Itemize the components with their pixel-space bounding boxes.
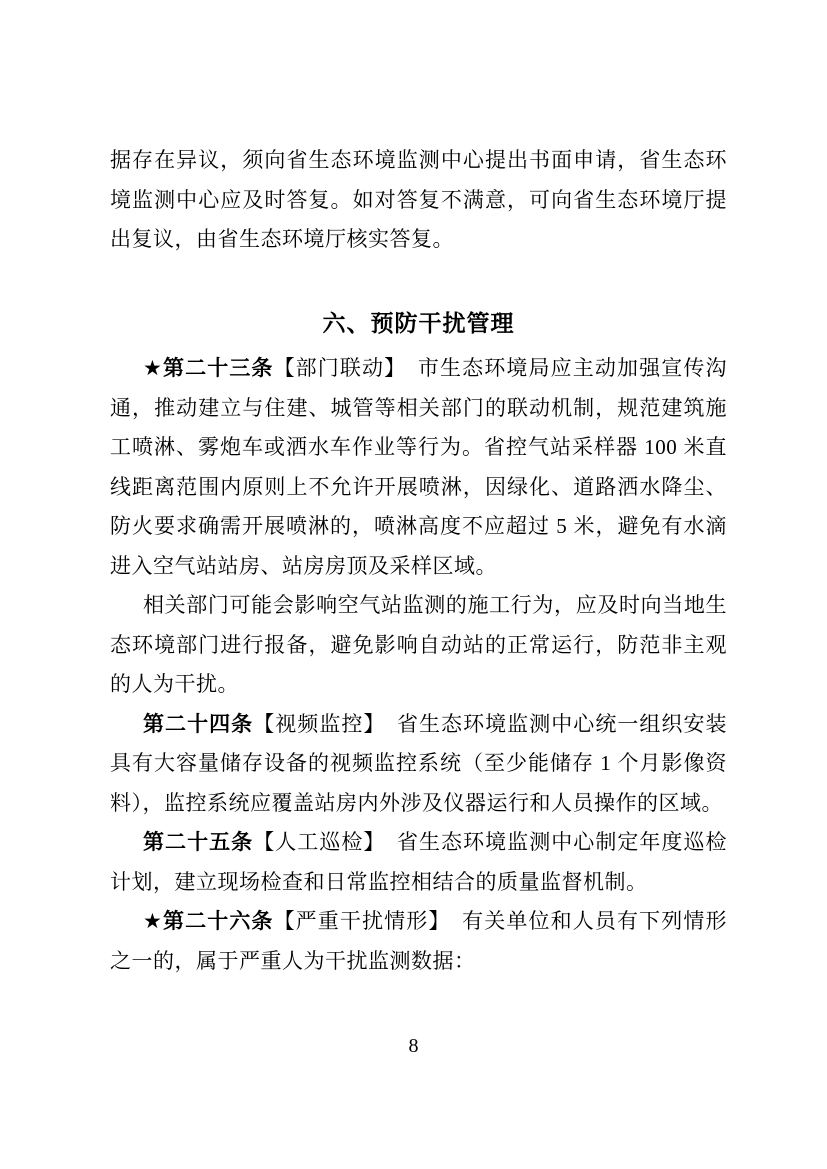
article-tag: 【部门联动】 (273, 356, 396, 380)
paragraph-article-25 (110, 823, 727, 902)
paragraph-article-23 (110, 349, 727, 586)
document-body (110, 141, 727, 981)
paragraph-article-23-cont (110, 586, 727, 705)
article-number-label: 第二十四条 (143, 712, 254, 736)
section-heading: 六、预防干扰管理 (322, 309, 515, 336)
paragraph-text: 有关单位和人员有下列情形之一的，属于严重人为干扰监测数据： (110, 909, 728, 973)
paragraph-text: 相关部门可能会影响空气站监测的施工行为，应及时向当地生态环境部门进行报备，避免影响自动站的正常运行，防范非主观的人为干扰。 (110, 593, 727, 696)
article-tag: 【视频监控】 (253, 711, 375, 736)
paragraph-text: 市生态环境局应主动加强宣传沟通，推动建立与住建、城管等相关部门的联动机制，规范建筑施工喷淋、雾炮车或洒水车作业等行为。省控气站采样器 100 米直线距离范围内原则上不允许开展喷淋，因绿化、道路洒水降尘、防火要求确需开展喷淋的，喷淋高度不应超过 5 米，避免有水滴进入空气站站房、站房房顶及采样区域。 (110, 356, 728, 578)
article-number-label: ★第二十六条 (143, 910, 274, 933)
paragraph-continuation (110, 141, 727, 260)
paragraph-article-24 (110, 705, 727, 824)
article-number-label: 第二十五条 (143, 831, 254, 854)
paragraph-article-26 (110, 902, 727, 981)
article-tag: 【严重干扰情形】 (273, 909, 441, 933)
page-number: 8 (408, 1035, 419, 1057)
paragraph-text: 省生态环境监测中心制定年度巡检计划，建立现场检查和日常监控相结合的质量监督机制。 (110, 830, 728, 894)
article-tag: 【人工巡检】 (253, 830, 375, 854)
paragraph-text: 省生态环境监测中心统一组织安装具有大容量储存设备的视频监控系统（至少能储存 1 个月影像资料），监控系统应覆盖站房内外涉及仪器运行和人员操作的区域。 (110, 711, 728, 815)
article-number-label: ★第二十三条 (143, 357, 274, 380)
paragraph-text: 据存在异议，须向省生态环境监测中心提出书面申请，省生态环境监测中心应及时答复。如对答复不满意，可向省生态环境厅提出复议，由省生态环境厅核实答复。 (110, 148, 727, 251)
